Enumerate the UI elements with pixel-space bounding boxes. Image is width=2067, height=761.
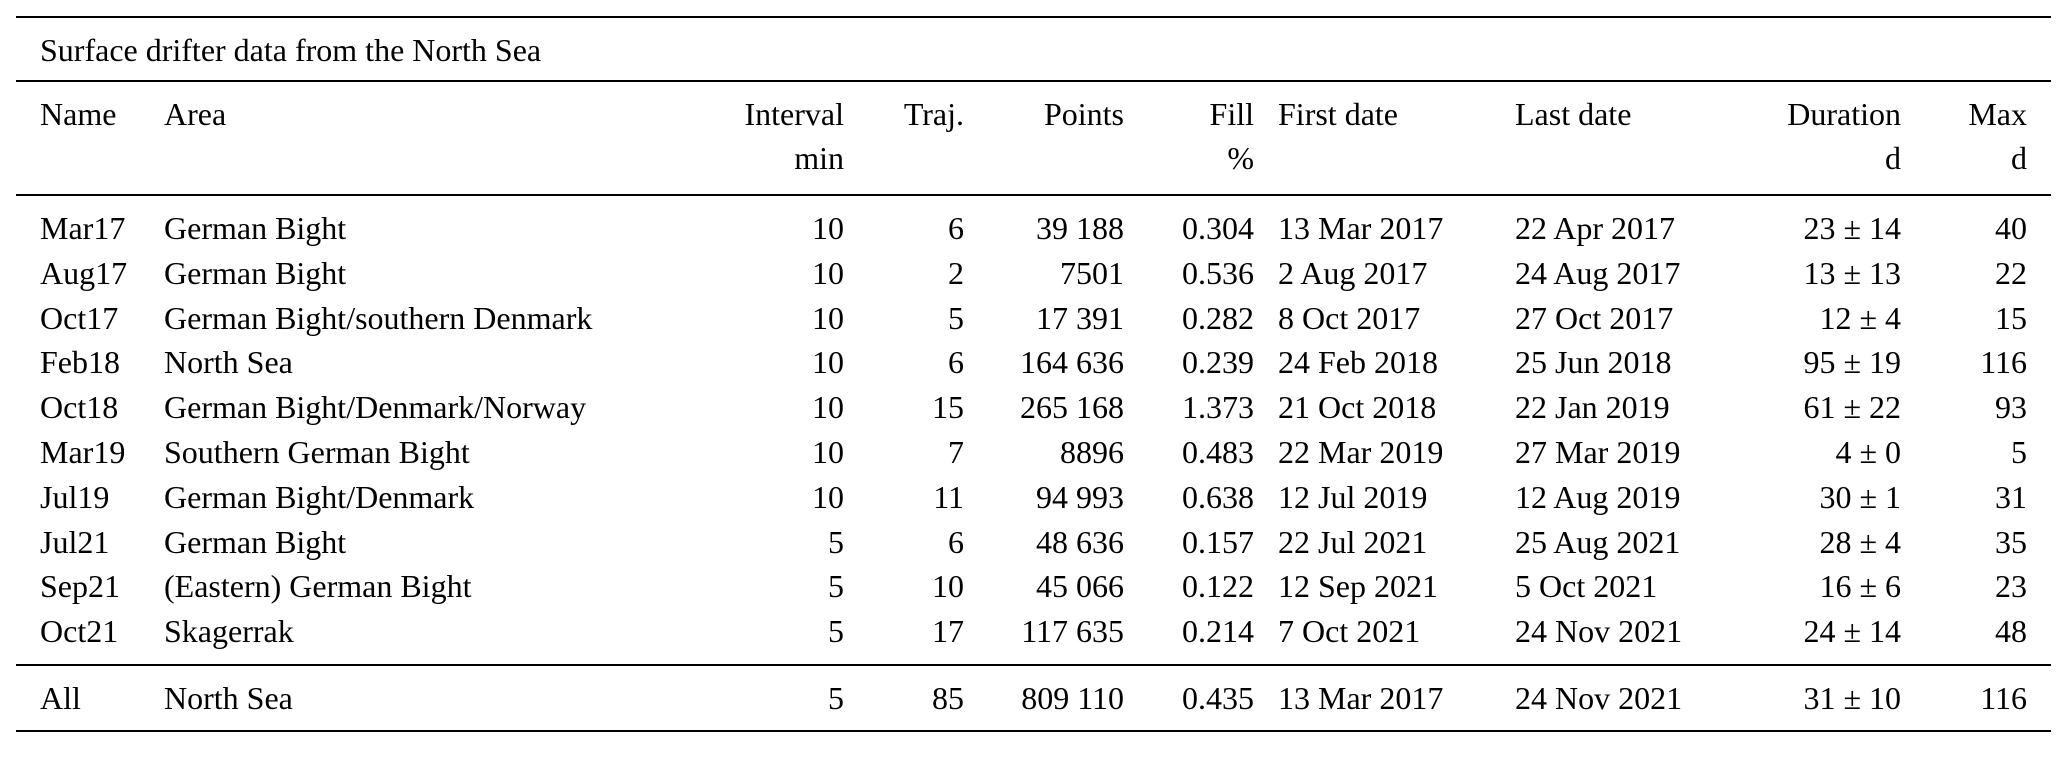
cell-duration: 23 ± 14 [1803,210,1901,246]
cell-traj: 11 [933,478,964,515]
cell-fill: 0.157 [1182,523,1254,560]
cell-max: 48 [1901,609,2051,665]
cell-name: Oct21 [16,609,164,665]
cell-max: 31 [1995,478,2027,515]
cell-max: 116 [1980,344,2027,381]
cell-fill: 0.638 [1182,478,1254,515]
cell-fill: 1.373 [1182,389,1254,426]
cell-area: German Bight/southern Denmark [164,299,593,336]
cell-area: German Bight [164,523,347,560]
cell-traj: 17 [844,609,964,665]
cell-area: German Bight [164,210,347,246]
table-body [16,195,2051,665]
table-row [16,296,2051,341]
cell-points: 265 168 [1020,389,1124,426]
header-unit-last-date [1491,136,1691,195]
cell-area: Southern German Bight [164,433,470,470]
cell-points: 8896 [1060,433,1124,470]
cell-name: Aug17 [40,254,128,291]
table-row [16,609,2051,665]
cell-traj: 6 [948,344,964,381]
cell-area: German Bight [164,254,347,291]
cell-last-date: 24 Aug 2017 [1515,254,1681,291]
cell-interval: 5 [684,665,844,731]
cell-points: 809 110 [964,665,1124,731]
cell-area: German Bight/Denmark [164,478,475,515]
cell-points: 7501 [1060,254,1124,291]
header-first-date: First date [1278,96,1398,132]
cell-interval: 10 [812,299,844,336]
cell-first-date: 21 Oct 2018 [1278,389,1437,426]
cell-first-date: 13 Mar 2017 [1254,665,1491,731]
cell-fill: 0.239 [1182,344,1254,381]
cell-interval: 5 [828,568,844,605]
cell-name: Oct18 [40,389,119,426]
table-row [16,195,2051,251]
cell-name: Jul21 [40,523,110,560]
cell-max: 23 [1995,568,2027,605]
cell-duration: 30 ± 1 [1819,478,1901,515]
cell-area: Skagerrak [164,609,684,665]
cell-last-date: 12 Aug 2019 [1515,478,1681,515]
table-row [16,385,2051,430]
cell-max: 93 [1995,389,2027,426]
cell-max: 35 [1995,523,2027,560]
cell-traj: 5 [948,299,964,336]
cell-last-date: 27 Oct 2017 [1515,299,1674,336]
cell-fill: 0.282 [1182,299,1254,336]
cell-points: 39 188 [1036,210,1124,246]
cell-traj: 2 [948,254,964,291]
cell-points: 117 635 [964,609,1124,665]
cell-interval: 5 [828,523,844,560]
cell-duration: 13 ± 13 [1803,254,1901,291]
cell-last-date: 24 Nov 2021 [1491,665,1691,731]
header-area: Area [164,96,227,132]
table-row [16,251,2051,296]
cell-interval: 10 [812,344,844,381]
header-duration: Duration [1787,96,1901,132]
table-row [16,475,2051,520]
cell-traj: 10 [932,568,964,605]
cell-last-date: 25 Jun 2018 [1515,344,1672,381]
cell-first-date: 7 Oct 2021 [1254,609,1491,665]
table-header [16,82,2051,195]
cell-area: North Sea [164,344,293,381]
cell-max: 116 [1901,665,2051,731]
cell-duration: 16 ± 6 [1819,568,1901,605]
cell-name: Feb18 [40,344,120,381]
cell-first-date: 2 Aug 2017 [1278,254,1428,291]
table-caption: Surface drifter data from the North Sea [40,32,542,68]
header-unit-interval: min [684,136,844,195]
cell-duration: 24 ± 14 [1691,609,1901,665]
cell-name: All [16,665,164,731]
header-unit-duration: d [1691,136,1901,195]
cell-last-date: 5 Oct 2021 [1515,568,1658,605]
cell-last-date: 27 Mar 2019 [1515,433,1681,470]
cell-duration: 61 ± 22 [1803,389,1901,426]
cell-name: Mar17 [40,210,126,246]
header-points: Points [1043,96,1124,132]
cell-duration: 4 ± 0 [1835,433,1901,470]
header-unit-fill: % [1124,136,1254,195]
cell-last-date: 22 Jan 2019 [1515,389,1670,426]
total-row [16,665,2051,731]
cell-name: Mar19 [40,433,126,470]
cell-area: (Eastern) German Bight [164,568,472,605]
cell-interval: 10 [812,254,844,291]
cell-traj: 15 [932,389,964,426]
cell-points: 17 391 [1036,299,1124,336]
table-row [16,430,2051,475]
cell-points: 94 993 [1036,478,1124,515]
table-row [16,520,2051,565]
header-unit-points [964,136,1124,195]
header-unit-first-date [1254,136,1491,195]
cell-traj: 7 [948,433,964,470]
cell-name: Oct17 [40,299,119,336]
cell-first-date: 22 Mar 2019 [1278,433,1444,470]
cell-duration: 12 ± 4 [1819,299,1901,336]
header-unit-name [16,136,164,195]
cell-first-date: 13 Mar 2017 [1278,210,1444,246]
cell-duration: 28 ± 4 [1819,523,1901,560]
cell-area: North Sea [164,665,684,731]
cell-duration: 31 ± 10 [1691,665,1901,731]
header-unit-max: d [1901,136,2051,195]
cell-fill: 0.214 [1124,609,1254,665]
table-row [16,564,2051,609]
table-container [16,16,2051,732]
cell-last-date: 24 Nov 2021 [1491,609,1691,665]
cell-duration: 95 ± 19 [1803,344,1901,381]
table-row [16,340,2051,385]
cell-interval: 5 [684,609,844,665]
header-last-date: Last date [1515,96,1632,132]
cell-points: 48 636 [1036,523,1124,560]
cell-max: 5 [2011,433,2027,470]
cell-first-date: 22 Jul 2021 [1278,523,1428,560]
cell-interval: 10 [812,389,844,426]
cell-first-date: 12 Jul 2019 [1278,478,1428,515]
cell-fill: 0.435 [1124,665,1254,731]
cell-fill: 0.536 [1182,254,1254,291]
cell-interval: 10 [812,433,844,470]
header-max: Max [1968,96,2027,132]
cell-fill: 0.483 [1182,433,1254,470]
header-traj: Traj. [903,96,964,132]
header-fill: Fill [1209,96,1254,132]
cell-fill: 0.304 [1182,210,1254,246]
cell-max: 15 [1995,299,2027,336]
header-unit-traj [844,136,964,195]
cell-name: Sep21 [40,568,120,605]
header-interval: Interval [744,96,844,132]
cell-traj: 85 [844,665,964,731]
header-name: Name [40,96,117,132]
cell-interval: 10 [812,210,844,246]
cell-first-date: 8 Oct 2017 [1278,299,1421,336]
drifter-table [16,82,2051,732]
cell-points: 164 636 [1020,344,1124,381]
cell-max: 22 [1995,254,2027,291]
cell-last-date: 22 Apr 2017 [1515,210,1675,246]
cell-points: 45 066 [1036,568,1124,605]
cell-area: German Bight/Denmark/Norway [164,389,587,426]
table-total [16,665,2051,731]
cell-name: Jul19 [40,478,110,515]
cell-fill: 0.122 [1182,568,1254,605]
cell-interval: 10 [812,478,844,515]
cell-max: 40 [1995,210,2027,246]
header-unit-area [164,136,684,195]
cell-first-date: 12 Sep 2021 [1278,568,1438,605]
cell-last-date: 25 Aug 2021 [1515,523,1681,560]
cell-traj: 6 [948,210,964,246]
cell-first-date: 24 Feb 2018 [1278,344,1438,381]
cell-traj: 6 [948,523,964,560]
